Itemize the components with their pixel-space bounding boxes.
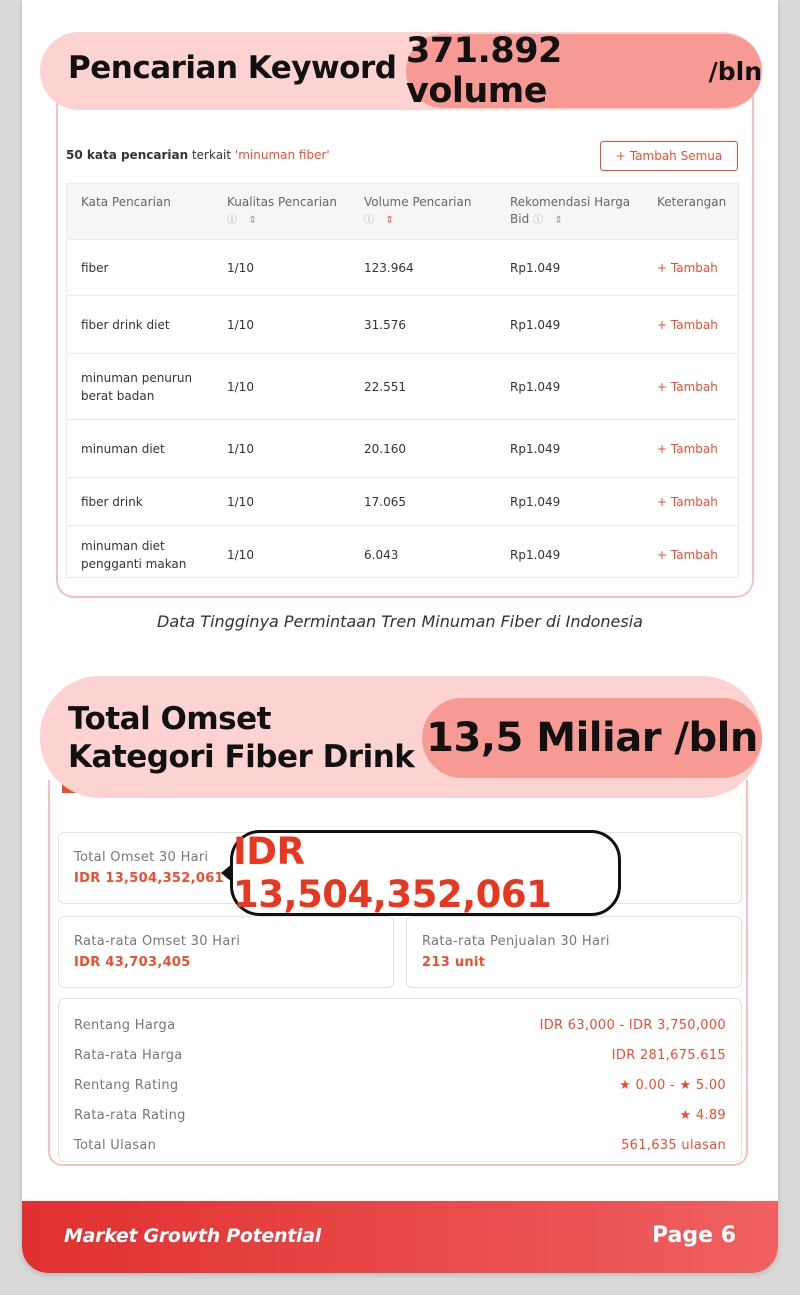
row-quality: 1/10: [227, 260, 254, 275]
col-note: Keterangan: [657, 195, 727, 209]
row-keyword: fiber drink: [81, 494, 143, 509]
add-keyword-button[interactable]: + Tambah: [657, 494, 718, 509]
help-icon: ⓘ: [364, 215, 374, 226]
page: [22, 0, 778, 1273]
add-keyword-label: Tambah: [670, 379, 718, 394]
page-number: Page 6: [651, 1223, 736, 1248]
row-keyword: minuman diet: [81, 441, 165, 456]
row-quality: 1/10: [227, 548, 254, 562]
add-keyword-button[interactable]: + Tambah: [657, 260, 718, 275]
avg-sales-label: Rata-rata Penjualan 30 Hari: [422, 934, 610, 949]
keyword-volume-per: /bln: [708, 56, 762, 86]
stat-label: Rata-rata Harga: [74, 1048, 183, 1063]
row-bid: Rp1.049: [510, 494, 561, 509]
keyword-table: [66, 183, 739, 578]
footer-title: Market Growth Potential: [64, 1225, 321, 1247]
avg-omset-value: IDR 43,703,405: [74, 955, 191, 970]
add-all-button[interactable]: [600, 141, 738, 171]
col-bid-label: Rekomendasi Harga: [510, 195, 631, 209]
row-volume: 123.964: [364, 260, 414, 275]
avg-sales-value: 213 unit: [422, 955, 486, 970]
table-header: [67, 184, 738, 240]
keyword-query: 'minuman fiber': [234, 148, 330, 162]
col-bid-label2: Bid: [510, 212, 530, 226]
row-quality: 1/10: [227, 317, 254, 332]
table-row: [67, 354, 738, 420]
add-keyword-button[interactable]: + Tambah: [657, 379, 718, 394]
help-icon: ⓘ: [533, 215, 544, 226]
omset-title-line2: Kategori Fiber Drink: [68, 739, 415, 775]
row-keyword: fiber drink diet: [81, 317, 170, 332]
avg-sales-box: [406, 916, 742, 988]
avg-omset-box: [58, 916, 394, 988]
page-footer: [22, 1201, 778, 1273]
sort-icon[interactable]: ⇕: [554, 215, 563, 226]
row-bid: Rp1.049: [510, 317, 561, 332]
stat-value: 561,635 ulasan: [621, 1138, 726, 1153]
row-volume: 6.043: [364, 548, 399, 562]
keyword-card-header: [66, 148, 330, 162]
omset-value-badge: 13,5 Miliar /bln: [422, 698, 762, 778]
add-keyword-label: Tambah: [670, 441, 718, 456]
row-volume: 31.576: [364, 317, 406, 332]
table-row: [67, 240, 738, 296]
help-icon: ⓘ: [227, 215, 237, 226]
add-keyword-button[interactable]: + Tambah: [657, 548, 718, 562]
stat-value: ★ 0.00 - ★ 5.00: [619, 1078, 726, 1093]
row-bid: Rp1.049: [510, 441, 561, 456]
row-keyword: minuman penurun berat badan: [81, 370, 193, 403]
stat-value: IDR 281,675.615: [611, 1048, 726, 1063]
row-volume: 20.160: [364, 441, 406, 456]
add-all-label: Tambah Semua: [629, 149, 723, 163]
omset-callout: IDR 13,504,352,061: [230, 830, 621, 916]
stat-value: IDR 63,000 - IDR 3,750,000: [539, 1018, 726, 1033]
row-bid: Rp1.049: [510, 548, 561, 562]
total-omset-label: Total Omset 30 Hari: [74, 850, 209, 865]
keyword-related-text: terkait: [188, 148, 235, 162]
add-keyword-button[interactable]: + Tambah: [657, 317, 718, 332]
row-quality: 1/10: [227, 494, 254, 509]
total-omset-value: IDR 13,504,352,061: [74, 871, 224, 886]
table-row: [67, 478, 738, 526]
table-row: [67, 420, 738, 478]
row-quality: 1/10: [227, 379, 254, 394]
col-keyword: Kata Pencarian: [81, 195, 171, 209]
avg-omset-label: Rata-rata Omset 30 Hari: [74, 934, 241, 949]
add-keyword-button[interactable]: + Tambah: [657, 441, 718, 456]
keyword-caption: Data Tingginya Permintaan Tren Minuman Fiber di Indonesia: [157, 612, 643, 631]
add-keyword-label: Tambah: [670, 548, 718, 562]
keyword-count: 50 kata pencarian: [66, 148, 189, 162]
row-keyword: fiber: [81, 260, 109, 275]
plus-icon: +: [615, 149, 626, 163]
table-row: [67, 296, 738, 354]
row-bid: Rp1.049: [510, 379, 561, 394]
row-keyword: minuman diet pengganti makan: [81, 539, 187, 571]
col-volume[interactable]: [364, 194, 471, 229]
sort-icon[interactable]: ⇕: [248, 215, 257, 226]
row-volume: 22.551: [364, 379, 406, 394]
stat-label: Rentang Harga: [74, 1018, 176, 1033]
stat-label: Rata-rata Rating: [74, 1108, 186, 1123]
col-volume-label: Volume Pencarian: [364, 195, 472, 209]
col-bid[interactable]: [510, 194, 630, 229]
sort-icon[interactable]: ⇕: [385, 215, 394, 226]
omset-title: [68, 700, 414, 776]
stat-value: ★ 4.89: [679, 1108, 726, 1123]
col-quality-label: Kualitas Pencarian: [227, 195, 337, 209]
row-volume: 17.065: [364, 494, 406, 509]
omset-title-line1: Total Omset: [68, 701, 271, 737]
table-row: [67, 526, 738, 578]
col-quality[interactable]: [227, 194, 337, 229]
stat-label: Rentang Rating: [74, 1078, 179, 1093]
row-quality: 1/10: [227, 441, 254, 456]
keyword-volume: 371.892 volume: [406, 31, 562, 111]
keyword-volume-badge: [406, 31, 762, 111]
row-bid: Rp1.049: [510, 260, 561, 275]
add-keyword-label: Tambah: [670, 260, 718, 275]
keyword-title: Pencarian Keyword: [68, 50, 397, 86]
stat-label: Total Ulasan: [74, 1138, 157, 1153]
add-keyword-label: Tambah: [670, 317, 718, 332]
add-keyword-label: Tambah: [670, 494, 718, 509]
